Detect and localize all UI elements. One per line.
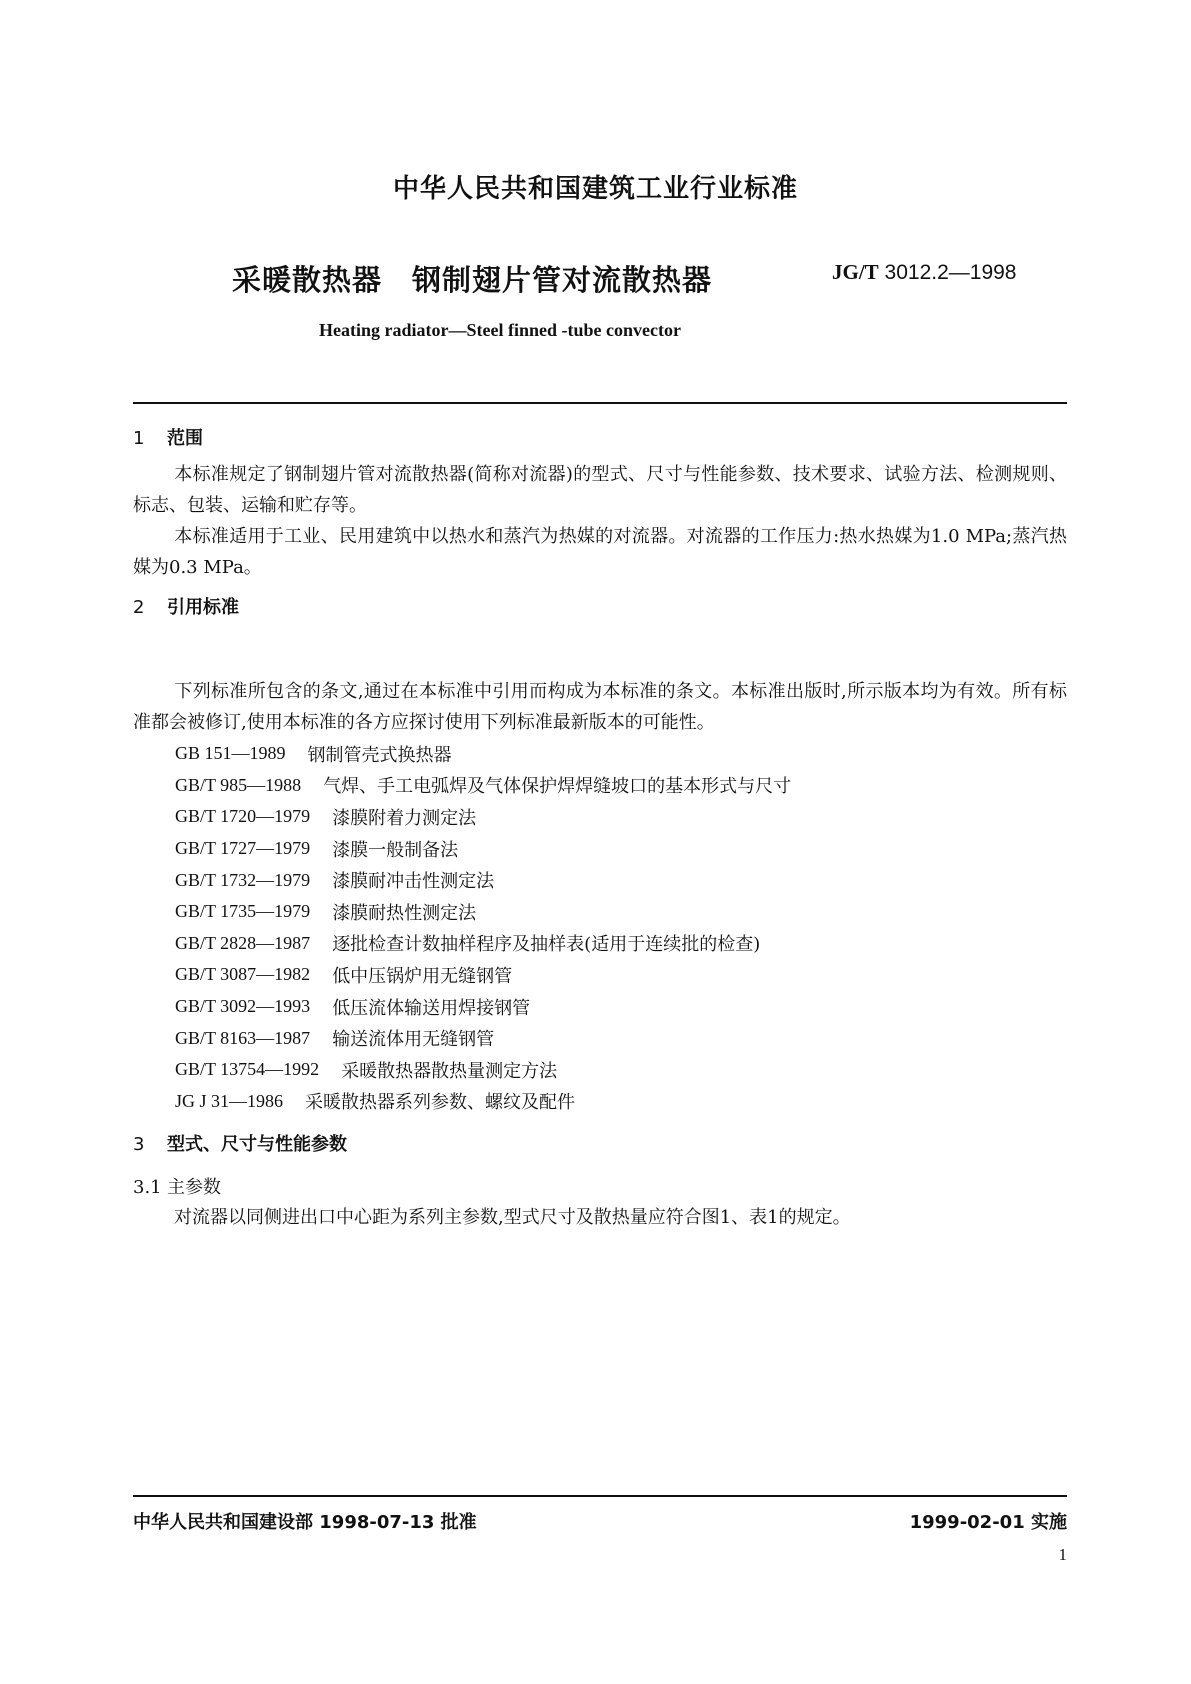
reference-item [175, 928, 791, 960]
page-number: 1 [1058, 1545, 1067, 1564]
reference-title: 采暖散热器散热量测定方法 [341, 1060, 558, 1082]
footer-divider [133, 1495, 1067, 1497]
section-1-title: 范围 [167, 428, 203, 449]
reference-title: 漆膜附着力测定法 [332, 807, 477, 829]
subsection-3-1-heading [133, 1173, 221, 1199]
reference-code: GB/T 13754—1992 [175, 1059, 320, 1080]
section-1-paragraph-2-text: 本标准适用于工业、民用建筑中以热水和蒸汽为热媒的对流器。对流器的工作压力:热水热媒为1.0 MPa;蒸汽热媒为0.3 MPa。 [133, 526, 1067, 578]
reference-code: GB/T 3092—1993 [175, 996, 311, 1017]
reference-item [175, 991, 791, 1023]
reference-title: 低压流体输送用焊接钢管 [332, 997, 531, 1019]
section-1-paragraph-1 [133, 459, 1067, 521]
normative-references-list [175, 738, 791, 1117]
standard-code-number: 3012.2—1998 [884, 261, 1017, 284]
section-3-heading [133, 1130, 347, 1156]
section-1-number: 1 [133, 428, 145, 449]
reference-item [175, 833, 791, 865]
section-1-paragraph-2 [133, 521, 1067, 583]
header-divider [133, 402, 1067, 404]
standard-code-prefix: JG/T [832, 260, 879, 284]
reference-item [175, 1022, 791, 1054]
reference-title: 气焊、手工电弧焊及气体保护焊焊缝坡口的基本形式与尺寸 [323, 776, 792, 798]
section-2-paragraph [133, 676, 1067, 738]
reference-title: 漆膜耐热性测定法 [332, 902, 477, 924]
section-2-heading [133, 593, 239, 619]
standard-title-english: Heating radiator—Steel finned -tube convector [319, 320, 681, 340]
reference-item [175, 770, 791, 802]
subsection-3-1-paragraph [133, 1202, 1067, 1233]
reference-title: 采暖散热器系列参数、螺纹及配件 [305, 1092, 576, 1114]
approval-date: 中华人民共和国建设部 1998-07-13 批准 [133, 1512, 477, 1533]
standard-code [832, 260, 1016, 285]
reference-title: 逐批检查计数抽样程序及抽样表(适用于连续批的检查) [332, 934, 761, 956]
implementation-date: 1999-02-01 实施 [909, 1512, 1067, 1533]
reference-code: GB/T 1720—1979 [175, 806, 311, 827]
reference-title: 输送流体用无缝钢管 [332, 1029, 495, 1051]
reference-item [175, 1086, 791, 1118]
reference-code: GB/T 985—1988 [175, 774, 302, 795]
subsection-3-1-title: 主参数 [167, 1177, 221, 1198]
section-1-heading [133, 424, 203, 450]
reference-item [175, 896, 791, 928]
section-2-number: 2 [133, 597, 145, 618]
reference-code: GB/T 1727—1979 [175, 838, 311, 859]
reference-title: 漆膜一般制备法 [332, 839, 459, 861]
reference-code: GB 151—1989 [175, 743, 286, 764]
reference-item [175, 738, 791, 770]
section-3-number: 3 [133, 1134, 145, 1155]
reference-title: 钢制管壳式换热器 [307, 744, 452, 766]
reference-item [175, 1054, 791, 1086]
reference-title: 漆膜耐冲击性测定法 [332, 871, 495, 893]
standard-title [232, 258, 712, 299]
reference-code: GB/T 8163—1987 [175, 1027, 311, 1048]
reference-code: GB/T 1735—1979 [175, 901, 311, 922]
reference-item [175, 959, 791, 991]
issuer-standard-heading: 中华人民共和国建筑工业行业标准 [392, 174, 798, 204]
reference-code: GB/T 3087—1982 [175, 964, 311, 985]
section-2-title: 引用标准 [167, 597, 239, 618]
reference-code: JG J 31—1986 [175, 1090, 284, 1111]
reference-item [175, 864, 791, 896]
reference-code: GB/T 2828—1987 [175, 932, 311, 953]
reference-code: GB/T 1732—1979 [175, 869, 311, 890]
reference-title: 低中压锅炉用无缝钢管 [332, 965, 513, 987]
section-2-paragraph-text: 下列标准所包含的条文,通过在本标准中引用而构成为本标准的条文。本标准出版时,所示版本均为有效。所有标准都会被修订,使用本标准的各方应探讨使用下列标准最新版本的可能性。 [133, 681, 1067, 733]
section-3-title: 型式、尺寸与性能参数 [167, 1134, 347, 1155]
standard-title-part2: 钢制翅片管对流散热器 [412, 263, 713, 297]
standard-title-part1: 采暖散热器 [232, 263, 383, 297]
subsection-3-1-number: 3.1 [133, 1177, 162, 1198]
subsection-3-1-text: 对流器以同侧进出口中心距为系列主参数,型式尺寸及散热量应符合图1、表1的规定。 [174, 1207, 851, 1228]
section-1-paragraph-1-text: 本标准规定了钢制翅片管对流散热器(简称对流器)的型式、尺寸与性能参数、技术要求、试验方法、检测规则、标志、包装、运输和贮存等。 [133, 464, 1067, 516]
reference-item [175, 801, 791, 833]
